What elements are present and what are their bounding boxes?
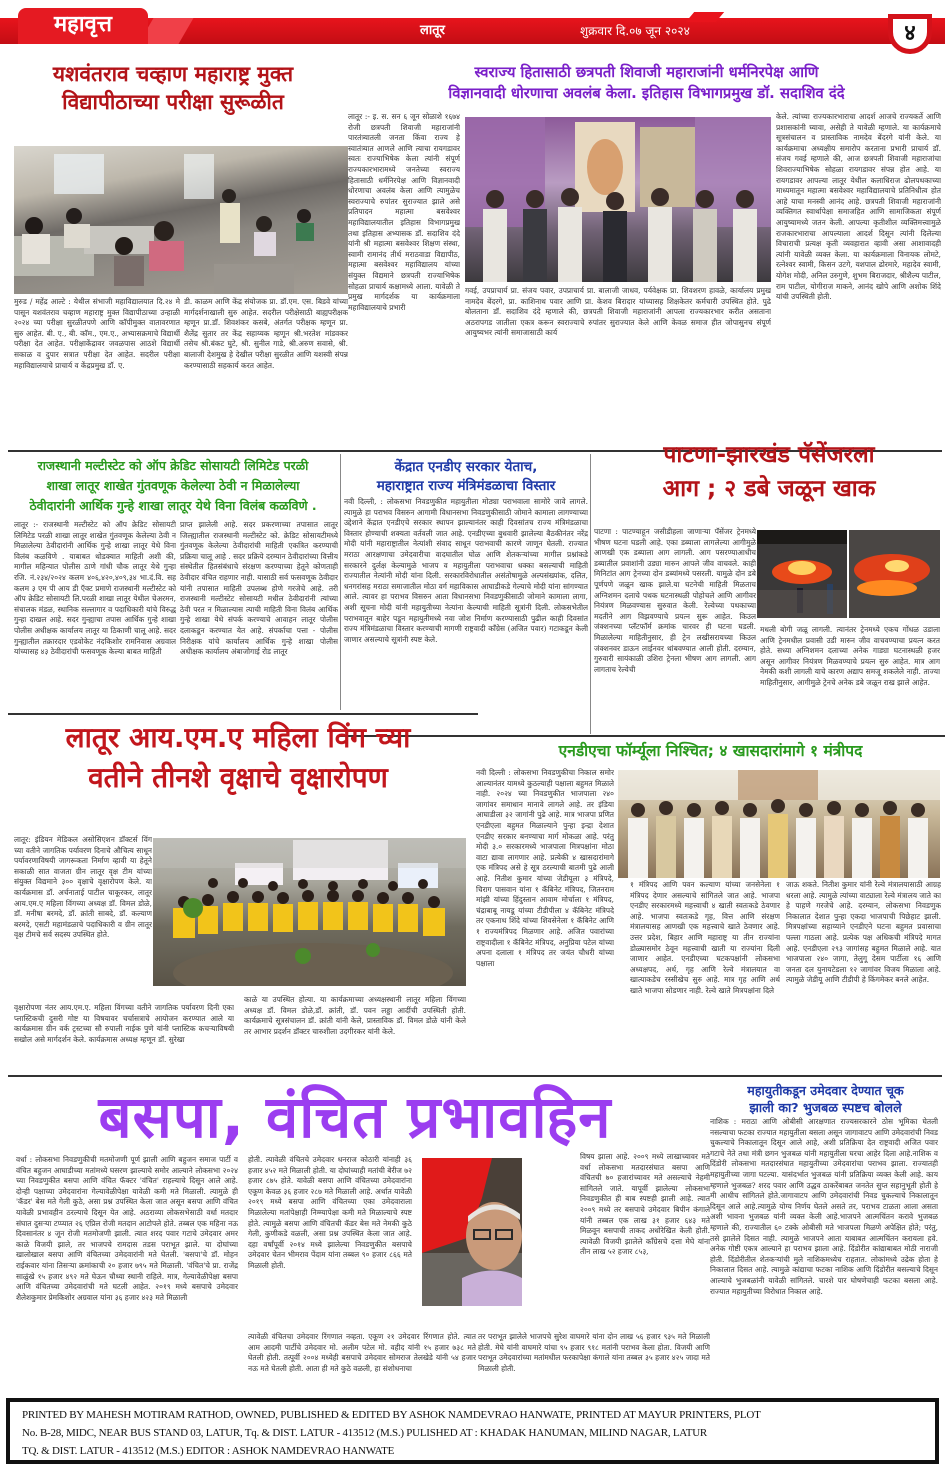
headline-line: लातूर आय.एम.ए महिला विंग च्या [65,721,411,754]
train-fire-photo [757,530,940,618]
ima-body-col2: वृक्षारोपणा नंतर आय.एम.ए. महिला विंगच्या वतीने जागतिक पर्यावरण दिनी एका प्लास्टिकची दुसरी गोष्ट या विषयावर चर्चासत्राचे आयोजन करण्यात आले या कार्यक्रमास ग्रीन वर्क ट्रस्टच्या सौ रुपाली नाईक पुणे यांनी प्लास्टिक कचऱ्याविषयी सखोल असे मार्गदर्शन केले. कार्यक्रमास अध्यक्ष म्हणून डॉ. सुरेखा [14,1003,234,1044]
imprint-line: No. B-28, MIDC, NEAR BUS STAND 03, LATUR, Tq. & DIST. LATUR - 413512 (M.S.) PULISHED AT : KHADAK HANUMAN, MILIND NAGAR, LATUR [22,1427,708,1439]
headline-line: ठेवीदारांनी आर्थिक गुन्हे शाखा लातूर येथे विना विलंब कळविणे . [29,498,317,513]
rajasthani-body-col1: लातूर :- राजस्थानी मल्टीस्टेट को ऑप क्रेडिट सोसायटी लिमिटेड परळी शाखा लातूर शाखेत गुंतवणूक केलेल्या ठेवी न मिळालेल्या ठेवीदारांनी आर्थिक गुन्हे शाखा लातूर येथे विना विलंब कळविणे . याबाबत थोडक्यात माहिती अशी की, मागील महिन्यात पोलीस ठाणे गांधी चौक लातूर येथे गुन्हा रजि. नं.२३४/२०२४ कलम ४०६,४२०,४०९,३४ भा.दं.वि. सह कलम ३ एम पी आय डी ऍक्ट प्रमाणे राजस्थानी मल्टीस्टेट को ऑप क्रेडिट सोसायटी लि.परळी शाखा लातूर येथील चेअरमन, संचालक मंडळ, स्थानिक सल्लागार व पदाधिकारी यांचे विरुद्ध गुन्हा दाखल आहे. सदर गुन्ह्याचा तपास आर्थिक गुन्हे शाखा पोलीस अधीक्षक कार्यालय लातूर या ठिकाणी चालू आहे. सदर गुन्ह्यातील तक्रारदार एडवोकेट नंदकिशोर रामनिवास अग्रवाल यांच्यासह ४३ ठेवीदारांची फसवणूक केल्या बाबत माहिती [14,520,176,657]
page-number: ४ [888,14,932,54]
headline-line: आग ; २ डबे जळून खाक [662,476,876,502]
headline-line: स्वराज्य हितासाठी छत्रपती शिवाजी महाराजांनी धर्मनिरपेक्ष आणि [474,64,819,81]
ima-headline [8,718,468,798]
ycmou-body-col1: मुरुड / महेंद्र आल्टे : येथील संभाजी महाविद्यालयात दि.२४ मे पासून यशवंतराव चव्हाण महाराष्ट्र मुक्त विद्यापीठाच्या उन्हाळी २०२४ च्या परीक्षा सुरळीतपणे आणि कॉपीमुक्त वातावरणात सुरु आहेत. बी. ए., बी. कॉम., एम.ए., अभ्यासक्रमाचे विद्यार्थी परीक्षा देत आहेत. परीक्षाकेंद्रावर जवळपास आठशे विद्यार्थी सकाळ व दुपार सत्रात परीक्षा देत आहेत. सदरील परीक्षा महाविद्यालयाचे प्राचार्य व केंद्रप्रमुख डॉ. ए. [14,297,180,370]
nda-cabinet-body: नवी दिल्ली, : लोकसभा निवडणुकीत महायुतीला मोठ्या पराभवाला सामोरे जावे लागले. त्यामुळे हा पराभव विसरुन आगामी विधानसभा निवडणुकीसाठी जोमाने कामाला लागण्याच्या उद्देशाने केंद्रात एनडीएचे सरकार स्थापन झाल्यानंतर काही दिवसांतच राज्य मंत्रिमंडळाचा विस्तार होण्याची शक्यता वर्तवली जात आहे. एनडीएच्या बुधवारी झालेल्या बैठकीनंतर नरेंद्र मोदी यांनी महाराष्ट्रातील नेत्यांशी संवाद साधून पराभवाची कारणे जाणून घेतली. राज्यात मराठा आरक्षणाचा उमेदवारीचा वादघातील घोळ आणि शेतकऱ्यांच्या मागील प्रश्नांकडे सरकारने दुर्लक्ष केल्यामुळे भाजप व महायुतीला पराभवाचा धक्का बसल्याची माहिती राज्यातील नेत्यांनी मोदी यांना दिली. सरकारविरोधातील असंतोषामुळे अल्पसंख्यांक, दलित, धनगरांसह मराठा समाजातील मोठा वर्ग महाविकास आघाडीकडे गेल्याचे मोदी यांना सांगण्यात आले. त्यावर हा पराभव विसरुन आता विधानसभा निवडणुकीसाठी जोमाने कामाला लागा, अशी सूचना मोदी यांनी महायुतीच्या नेत्यांना केल्याची माहिती सूत्रांनी दिली. लोकसभेतील पराभवातून बाहेर पडून महायुतीमध्ये नवा जोश निर्माण करण्यासाठी पुढील काही दिवसांत राज्य मंत्रिमंडळाचा विस्तार करण्याची मागणी राष्ट्रवादी काँग्रेस (अजित पवार) गटाकडून केली जाणार असल्याचे सूत्रांनी स्पष्ट केले. [344,497,588,644]
shivaji-body-col2: गवई, उपप्राचार्य प्रा. संजय पवार, उपप्राचार्य प्रा. बालाजी जाधव, पर्यवेक्षक प्रा. शिवशरण हावळे, कार्यालय प्रमुख नामदेव बेंदरगे, प्रा. काशिनाथ पवार आणि प्रा. केशव बिरादार यांच्यासह शिक्षकेतर कर्मचारी उपस्थित होते. पुढे बोलताना डॉ. सदाशिव दंदे म्हणाले की, छत्रपती शिवाजी महाराजांनी आपला राज्यकारभार करीत असताना अठरापगड जातीला एकत्र करून स्वराज्याचे रुपांतर सुराज्यात केले आणि केवळ समाज हीत जोपासुनच संपूर्ण आयुष्यभर त्यांनी समाजासाठी कार्य [465,286,771,338]
section-divider [8,713,478,715]
politicians-illustration [618,770,940,878]
headline-line: शाखा लातूर शाखेत गुंतवणूक केलेल्या ठेवी न मिळालेल्या [46,478,300,493]
headline-line: महाराष्ट्रात राज्य मंत्रिमंडळाचा विस्तार [376,478,556,494]
rajasthani-body-col2: प्राप्त झालेली आहे. सदर प्रकरणाच्या तपासात लातूर जिल्ह्यातील राजस्थानी मल्टीस्टेट को. क्रेडिट सोसायटीमध्ये गुंतवणूक केलेल्या ठेवीदारांची माहिती एकत्रित करण्याची प्रक्रिया चालू आहे . सदर प्रक्रिये दरम्यान ठेवीदारांच्या वित्तीय संस्थेतील हितसंबंधाचे संरक्षण करण्याच्या हेतूने कोणताही ठेवीदार वंचित राहणार नाही. यासाठी सर्व फसवणूक ठेवीदार यांनी तपासात माहिती उपलब्ध होणे गरजेचे आहे. तरी राजस्थानी मल्टीस्टेट सोसायटी मधील ठेवीदारांनी त्यांच्या ठेवी परत न मिळाल्यास त्याची माहिती विना विलंब आर्थिक गुन्हे शाखा येथे संपर्क करण्याचे आवाहन लातूर पोलीस दलाकडून करण्यात येत आहे. संपर्काचा पत्ता - पोलीस निरीक्षक यांचे कार्यालय आर्थिक गुन्हे शाखा पोलीस अधीक्षक कार्यालय अंबाजोगाई रोड लातूर [180,520,338,657]
nda-meeting-photo [618,770,940,878]
exam-hall-photo [14,146,348,294]
headline-line: विज्ञानवादी धोरणाचा अवलंब केला. इतिहास विभागप्रमुख डॉ. सदाशिव दंदे [448,85,845,102]
bhujbal-headline [706,1082,945,1116]
tree-plantation-photo [153,838,466,986]
column-divider [590,454,591,734]
politician-portrait-illustration [422,1158,522,1306]
headline-line: यशवंतराव चव्हाण महाराष्ट्र मुक्त [52,62,294,86]
headline-line: विद्यापीठाच्या परीक्षा सुरूळीत [62,90,284,114]
shivaji-headline [348,62,945,104]
headline-line: झाली का? भुजबळ स्पष्टच बोलले [749,1100,902,1115]
nda-formula-headline: एनडीएचा फॉर्म्यूला निश्चित; ४ खासदारांमागे १ मंत्रीपद [558,742,863,760]
fire-illustration [757,530,940,618]
paper-logo: महावृत्त [18,8,148,44]
headline-line: महायुतीकडून उमेदवार देण्यात चूक [747,1083,904,1098]
bsp-body-col2b: त्यावेळी वंचितचा उमेदवार रिंगणात नव्हता. एकूण २१ उमेदवार रिंगणात होते. त्यात आम आदमी पार्टीचे उमेदवार मो. अलीम पटेल मो. वहीद यांनी १५ हजार ७३८ मते घेतली होती. तत्पूर्वी २००४ मध्येही बसपाचे उमेदवार सोमराज तेलखेडे यांनी ५४ हजार नऊ मते घेतली होती. आता ही मते कुठे वळली, हा संशोधनाचा [248,1332,476,1373]
bsp-headline: बसपा, वंचित प्रभावहिन [98,1083,612,1151]
ima-body-col3: काळे या उपस्थित होत्या. या कार्यक्रमाच्या अध्यक्षस्थानी लातूर महिला विंगच्या अध्यक्ष डॉ. विमल डोळे,डॉ. क्रांती, डॉ. पवन लड्डा आदींची उपस्थिती होती. कार्यक्रमाचे सूत्रसंचालन डॉ. क्रांती यांनी केले, प्रास्ताविक डॉ. विमल डोळे यांनी केले तर आभार प्रदर्शन डॉक्टर चारुशीला उदगीरकर यांनी केले. [244,995,466,1036]
shivaji-body-col1: लातूर :- इ. स. सन ६ जून सोळाशे १६७४ रोजी छत्रपती शिवाजी महाराजांनी पारतंत्र्यातली जनता किंवा राज्य हे स्वातंत्र्यात आणले आणि त्याचा रायगडावर स्वतः राज्याभिषेक केला त्यांनी संपूर्ण राज्यकारभारामध्ये जनतेच्या स्वराज्य हितासाठी धर्मनिरपेक्ष आणि विज्ञानवादी धोरणाचा अवलंब केला आणि त्यामुळेच स्वराज्याचे रुपांतर सुराज्यात झाले असे प्रतिपादन महात्मा बसवेश्वर महाविद्यालयातील इतिहास विभागप्रमुख तथा इतिहास अभ्यासक डॉ. सदाशिव दंदे यांनी श्री महात्मा बसवेश्वर शिक्षण संस्था, स्वामी रामानंद तीर्थ मराठवाडा विद्यापीठ, महात्मा बसवेश्वर महाविद्यालय यांच्या संयुक्त विद्यमाने छत्रपती राज्याभिषेक सोहळा प्राचार्य कक्षामध्ये आला. यावेळी ते प्रमुख मार्गदर्शक या कार्यक्रमाला महाविद्यालयाचे प्रभारी [348,112,460,312]
edition-city: लातूर [420,23,445,38]
section-divider [8,1075,942,1077]
ima-body-col1: लातूर: इंडियन मेडिकल असोसिएशन डॉक्टर्स विंग च्या वतीने जागतिक पर्यावरण दिनाचे औचित्य साधून पर्यावरणाविषयी जागरूकता निर्माण व्हावी या हेतूने सकाळी सात वाजता ग्रीन लातूर वृक्ष टीम यांच्या संयुक्त विद्यमाने ३०० वृक्षाचे वृक्षारोपण केले. या कार्यक्रमास डॉ. अर्चनाताई पाटील चाकूरकर, लातूर आय.एम.ए महिला विंगच्या अध्यक्ष डॉ. विमल डोळे, डॉ. मनीषा बरमदे, डॉ. क्रांती साबदे, डॉ. कल्याण बरमदे, एसटी महामंडळाचे पदाधिकारी व ग्रीन लातूर वृक्ष टीमचे सर्व सदस्य उपस्थित होते. [14,835,152,940]
headline-line: केंद्रात एनडीए सरकार येताच, [394,459,538,475]
train-fire-body-col2: मधली बोगी जळू लागली. त्यानंतर ट्रेनमध्ये एकच गोंधळ उडाला आणि ट्रेनमधील प्रवासी उडी मारुन जीव वाचवण्याचा प्रयत्न करत होते. सध्या अग्निशमन दलाच्या अनेक गाड्या घटनास्थळी हजर असून आगीवर नियंत्रण मिळवण्याचे प्रयत्न सुरु आहेत. मात्र आग नेमकी कशी लागली याचे कारण अद्याप समजू शकलेले नाही. ताज्या माहितीनुसार, आगीमुळे ट्रेनचे अनेक डबे जळून राख झाले आहेत. [760,625,940,687]
train-fire-headline [594,438,944,506]
imprint-box [6,1398,939,1464]
train-fire-body-col1: पाटणा : पाटण्याहून जसीडीहला जाणाऱ्या पॅसेंजर ट्रेनमध्ये भीषण घटना घडली आहे. एका डब्याला लागलेल्या आगीमुळे आणखी एक डब्याला आग लागली. आग पसरण्याआधीच डब्यातील प्रवाशांनी उड्या मारुन आपले जीव वाचवले. काही मिनिटांत आग ट्रेनच्या दोन डब्यांमध्ये पसरली. यामुळे दोन डबे पूर्णपणे जळून खाक झाले.या घटनेची माहिती मिळताच अग्निशमन दलाचे पथक घटनास्थळी पोहोचले आणि आगीवर नियंत्रण मिळवण्यास सुरुवात केली. रेल्वेच्या पथकाच्या मदतीने आग विझवण्याचे प्रयत्न सुरू आहेत. किउल जंक्शनच्या प्लॅटफॉर्म क्रमांक चारवर ही घटना घडली. मिळालेल्या माहितीनुसार, ही ट्रेन लखीसरायच्या किउल जंक्शनवर डाऊन लाईनवर थांबवण्यात आली होती. दरम्यान, गुरुवारी सायंकाळी उशिरा ट्रेनला भीषण आग लागली. आग लागताच रेल्वेची [594,527,756,674]
bsp-body-col3: विषय झाला आहे. २००९ मध्ये लाखाच्यावर मते वर्धा लोकसभा मतदारसंघात बसपा आणि वंचितची ७० हजारांच्यावर मते असल्याचे नेहमी सांगितले जाते. यापूर्वी झालेल्या लोकसभा निवडणुकीत ही बाब स्पष्टही झाली आहे. त्यात २००९ मध्ये तर बसपाचे उमेदवार बिपीन कंगाले यांनी तब्बल एक लाख ३१ हजार ६४३ मते मिळवून बसपाची ताकद अधोरेखित केली होती. त्यावेळी विजयी झालेले काँग्रेसचे दत्ता मेघे यांना तीन लाख ५२ हजार ८५३, [580,1152,710,1257]
headline-line: वतीने तीनशे वृक्षाचे वृक्षारोपण [88,761,388,794]
masthead [0,0,945,52]
column-divider [340,454,341,710]
group-photo-illustration [465,117,771,282]
bsp-body-col3b: तर पराभूत झालेले भाजपचे सुरेश वाघमारे यांना दोन लाख ५६ हजार ९३५ मते मिळाली होती. मेघे यांनी वाघमारे यांचा ९५ हजार ९१८ मतांनी पराभव केला होता. विजयी आणि पराभूत उमेदवारांच्या मतांमधील फरकापेक्षा कंगाले यांना तब्बल ३५ हजार ४२५ जादा मते मिळाली होती. [478,1332,710,1373]
bhujbal-body: नाशिक : मराठा आणि ओबीसी आरक्षणात राज्यसरकारने ठोस भूमिका घेतली नसल्याचा फटका राज्यात महायुतीला बसला असून जागावाटप आणि उमेदवारांची निवड चुकल्याचे निकालातून दिसून आले आहे, अशी प्रतिक्रिया देत राष्ट्रवादी अजित पवार गटाचे नेते तथा मंत्री छगन भुजबळ यांनी महायुतीला घरचा आहेर दिला आहे.नाशिक व दिंडोरी लोकसभा मतदारसंघात महायुतीच्या उमेदवारांचा पराभव झाला. राज्यातही महायुतीच्या जागा घटल्या. यासंदर्भात भुजबळ यांनी प्रतिक्रिया व्यक्त केली आहे. काय म्हणाले भुजबळ? शरद पवार आणि उद्धव ठाकरेंबाबत जनतेत सुप्त सहानुभूती होती हे मी आधीच सांगितले होते.जागावाटप आणि उमेदवारांची निवड चुकल्याचे निकालातून दिसून आले आहे.त्यामुळे योग्य निर्णय घेतले असते तर, पराभव टाळता आला असता अशी भावना भुजबळ यांनी व्यक्त केली आहे.भाजपने आत्मचिंतन करावे भुजबळ म्हणाले की, राज्यातील ६० टक्के ओबीसी मते भाजपला मिळणे अपेक्षित होते; परंतु, तसे झालेले दिसत नाही. त्यामुळे भाजपने आता याबाबत आत्मचिंतन करायला हवे. अनेक गोष्टी एकत्र आल्याने हा पराभव झाला आहे. दिंडोरीत कांद्याबाबत मोठी नाराजी होती. दिंडोरीतील शेतकऱ्यांची मुले नाशिकमध्येच राहतात. लोकांमध्ये उद्रेक होता हे निकालात दिसत आहे. त्यामुळे कांद्याचा फटका नाशिक आणि दिंडोरीत बसल्याचे दिसून आल्याचे भुजबळांनी यावेळी सांगितले. चारशे पार घोषणेचाही फटका बसला आहे. राज्यात महायुतीच्या विरोधात निकाल आहे. [710,1117,938,1296]
imprint-line: TQ. & DIST. LATUR - 413512 (M.S.) EDITOR : ASHOK NAMDEVRAO HANWATE [22,1445,395,1457]
nda-formula-body-col3: जाऊ शकते. नितीश कुमार यांनी रेल्वे मंत्रालयासाठी आग्रह धरला आहे. त्यामुळे त्यांच्या वाट्याला रेल्वे मंत्रालय जाते का हे पाहणे गरजेचे आहे. दरम्यान, लोकसभा निवडणुक निकालात देशात पुन्हा एकदा भाजपाची पिछेहाट झाली. मित्रपक्षांच्या सहाय्याने एनडीएने घटना बहुमत प्रवासाचा पल्ला गाठला आहे. प्रत्येक पक्ष अधिकची मंत्रिपदे मागत आहे. एनडीएला २९३ जागांसह बहुमत मिळाले आहे. यात भाजपाला २४० जागा, तेलुगू देसम पार्टीला १६ आणि जनता दल युनायटेडला १२ जागांवर विजय मिळाला आहे. त्यामुळे जेडीयू आणि टीडीपी हे किंगमेकर बनले आहेत. [786,880,941,985]
shivaji-body-col3: केले. त्यांच्या राज्यकारभाराचा आदर्श आजचे राज्यकर्ते आणि प्रशासकांनी घ्यावा, असेही ते यावेळी म्हणाले. या कार्यक्रमाचे सूत्रसंचालन व प्रास्ताविक नामदेव बेंदरगे यांनी केले. या कार्यक्रमाचा अध्यक्षीय समारोप करताना प्रभारी प्राचार्य डॉ. संजय गवई म्हणाले की, आज छत्रपती शिवाजी महाराजांचा शिवराज्याभिषेक सोहळा रायगडावर संपन्न होत आहे. या रायगडावर आपल्या लातूर येथील कलाधिराज ढोलपथकाच्या माध्यमातून महात्मा बसवेश्वर महाविद्यालयाचे प्रतिनिधीत्व होत आहे याचा मनस्वी आनंद आहे. छत्रपती शिवाजी महाराजांनी व्यक्तिगत स्वार्थापेक्षा समाजहित आणि सामाजिकता संपूर्ण आयुष्यामध्ये जतन केली. आपल्या कृतीशील व्यक्तिमत्त्वामुळे राजकारभाराचा आपल्याला आदर्श दिसून त्यांनी दिलेल्या विचाराची प्रत्यक्ष कृती व्यवहारात व्हावी असा आशावादही त्यांनी यावेळी व्यक्त केला. या कार्यक्रमाला विनायक लोमटे, रत्नेश्वर स्वामी, किसन उटगे, यशपाल ढोरमारे, महादेव स्वामी, योगेश मोदी, अनिल उरुगुणे, शुभम बिराजदार, श्रीशैल्य पाटील, राम पाटील, योगीराज माकने, आनंद खोपे आणि अशोक शिंदे यांची उपस्थिती होती. [776,112,941,302]
nda-formula-body-col1: नवी दिल्ली : लोकसभा निवडणुकीचा निकाल समोर आल्यानंतर यामध्ये कुठल्याही पक्षाला बहुमत मिळाले नाही. २०२४ च्या निवडणुकीत भाजपाला २४० जागांवर समाधान मानावे लागले आहे. तर इंडिया आघाडीला ३२ जागांनी पुढे आहे. मात्र भाजपा प्रणित एनडीएला बहुमत मिळाल्याने पुन्हा इन्द्रा देशात एनडीए सरकार बनण्याचा मार्ग मोकळा आहे. परंतु मोदी ३.० सरकारमध्ये भाजपाला मित्रपक्षांना मोठा वाटा द्यावा लागणार आहे. प्रत्येकी ४ खासदारांमागे एक मंत्रिपद असे हे सूत्र ठरल्याची बातमी पुढे आली आहे. नितीश कुमार यांच्या जेडीयूला ३ मंत्रिपदे, चिराग पासवान यांना १ कॅबिनेट मंत्रिपद, जितनराम मांझी यांच्या हिंदुस्तान आवाम मोर्चाला १ मंत्रिपद, चंद्राबाबू नायडू यांच्या टीडीपीला ४ कॅबिनेट मंत्रिपदे तर एकनाथ शिंदे यांच्या शिवसेनेला १ कॅबिनेट आणि १ राज्यमंत्रिपद मिळणार आहे. अजित पवारांच्या राष्ट्रवादीला १ कॅबिनेट मंत्रिपद, अनुप्रिया पटेल यांच्या अपना दलाला १ मंत्रिपद तर जयंत चौधरी यांच्या पक्षाला [476,768,614,968]
bsp-body-col2: होती. त्यावेळी वंचितचे उमेदवार धनराज कोठारी यांनाही ३६ हजार ४५२ मते मिळाली होती. या दोघांच्याही मतांची बेरीज ७२ हजार ८७५ होते. यावेळी बसपा आणि वंचितच्या उमेदवारांना एकूण केवळ ३६ हजार २८७ मते मिळाली आहे. अर्थात यावेळी २०१९ मध्ये बसपा आणि वंचितच्या एका उमेदवाराला मिळालेल्या मतांपेक्षाही निम्म्यापेक्षा कमी मते मिळाल्याचे स्पष्ट होते. त्यामुळे बसपा आणि वंचितची कॅडर बेस मते नेमकी कुठे गेली, कुणीकडे वळली, असा प्रश्न उपस्थित केला जात आहे. दहा वर्षांपूर्वी २०१४ मध्ये झालेल्या निवडणुकीत बसपाचे उमेदवार चेतन भीमराव पेंदाम यांना तब्बल ९० हजार ८६६ मते मिळाली होती. [248,1155,412,1270]
prakash-ambedkar-photo [422,1158,522,1306]
headline-line: राजस्थानी मल्टीस्टेट को ऑप क्रेडिट सोसायटी लिमिटेड परळी [37,458,309,473]
rajasthani-headline [8,456,338,516]
headline-line: पाटणा-झारखंड पॅसेंजरला [663,442,875,468]
ycmou-body-col2: डी. काळम आणि केंद्र संयोजक प्रा. डॉ.एम. एस. बिडवे यांच्या मार्गदर्शनाखाली सुरु आहेत. सदरील परीक्षेसाठी बाह्यपरीक्षक म्हणून प्रा.डॉ. शिवशंकर कसबे, अंतर्गत परीक्षक म्हणून प्रा. शैलेंद्र सुतार तर केंद्र सहाय्यक म्हणून श्री.भरतेश मांडवकर तसेच श्री.बंकट घुटे, श्री. सुनील गाडे, श्री.अरुण सवासे, श्री. बालाजी देशमुख हे देखील परीक्षा सुरळीत आणि यशस्वी संपन्न करण्यासाठी सहकार्य करत आहेत. [184,297,348,370]
ycmou-headline [8,60,338,116]
nda-cabinet-headline [344,458,588,496]
nda-formula-body-col2: १ मंत्रिपद आणि पवन कल्याण यांच्या जनसेनेला १ मंत्रिपद देणार असल्याचे सांगितले जात आहे. भाजपा एनडीए सरकारमध्ये महत्त्वाची ४ खाती स्वतःकडे ठेवणार आहे. भाजपा स्वतःकडे गृह, वित्त आणि संरक्षण मंत्रालयासह आणखी एक महत्त्वाचे खाते ठेवणार आहे. उत्तर प्रदेश, बिहार आणि महाराष्ट्र या तीन राज्यांना डोळ्यासमोर ठेवून महत्त्वाची खाती या राज्यांना दिली जाणार आहेत. एनडीएच्या घटकपक्षांनी लोकसभा अध्यक्षपद, अर्थ, गृह आणि रेल्वे मंत्रालयात वा खात्याकडेच रस्सीखेच सुरु आहे. मात्र गृह आणि अर्थ खाते भाजपा सोडणार नाही. रेल्वे खाते मित्रपक्षांना दिले [630,880,780,995]
issue-date: शुक्रवार दि.०७ जून २०२४ [580,24,690,38]
exam-hall-illustration [14,146,348,294]
tree-plantation-illustration [153,838,466,986]
bsp-body-col1: वर्धा : लोकसभा निवडणुकीची मतमोजणी पूर्ण झाली आणि बहुजन समाज पार्टी व वंचित बहुजन आघाडीच्या मतांमध्ये घसरण झाल्याचे समोर आल्याने लोकसभा २०२४ च्या निवडणुकीत बसपा आणि वंचित फॅक्टर 'वंचित' राहल्याचे दिसून आले आहे. दोन्ही पक्षाच्या उमेदवारांना गेल्यावेळीपेक्षा यावेळी कमी मते मिळाली. त्यामुळे ही 'कॅडर' बेस मते गेली कुठे, असा प्रश्न उपस्थित केला जात असून बसपा आणि वंचित यावेळी प्रभावहीन ठरल्याचे दिसून येत आहे. अठराव्या लोकसभेसाठी वर्धा मतदार संघात दुसऱ्या टप्प्यात २६ एप्रिल रोजी मतदान आटोपले होते. तब्बल एक महिना नऊ दिवसानंतर ४ जून रोजी मतमोजणी झाली. त्यात शरद पवार गटाचे उमेदवार अमर काळे विजयी झाले, तर भाजपचे रामदास तडस पराभूत झाले. या दोघांच्या खालोखाल बसपा आणि वंचितच्या उमेदवारांनी मते घेतली. 'बसपा'चे डॉ. मोहन राईकवार यांना तिसऱ्या क्रमांकाची २० हजार ७९५ मते मिळाली. 'वंचित'चे प्रा. राजेंद्र साळुंखे १५ हजार ४९२ मते घेऊन चौथ्या स्थानी राहिले. मात्र, गेल्यावेळीपेक्षा बसपा आणि वंचितच्या उमेदवारांची मते घटली आहेत. २०१९ मध्ये बसपाचे उमेदवार शैलेशकुमार प्रेमकिशोर अग्रवाल यांना ३६ हजार ४२३ मते मिळाली [16,1155,238,1302]
imprint-line: PRINTED BY MAHESH MOTIRAM RATHOD, OWNED, PUBLISHED & EDITED BY ASHOK NAMDEVRAO HANWATE, PRINTED AT MAYUR PRINTERS, PLOT [22,1409,761,1421]
shivaji-event-photo [465,117,771,282]
